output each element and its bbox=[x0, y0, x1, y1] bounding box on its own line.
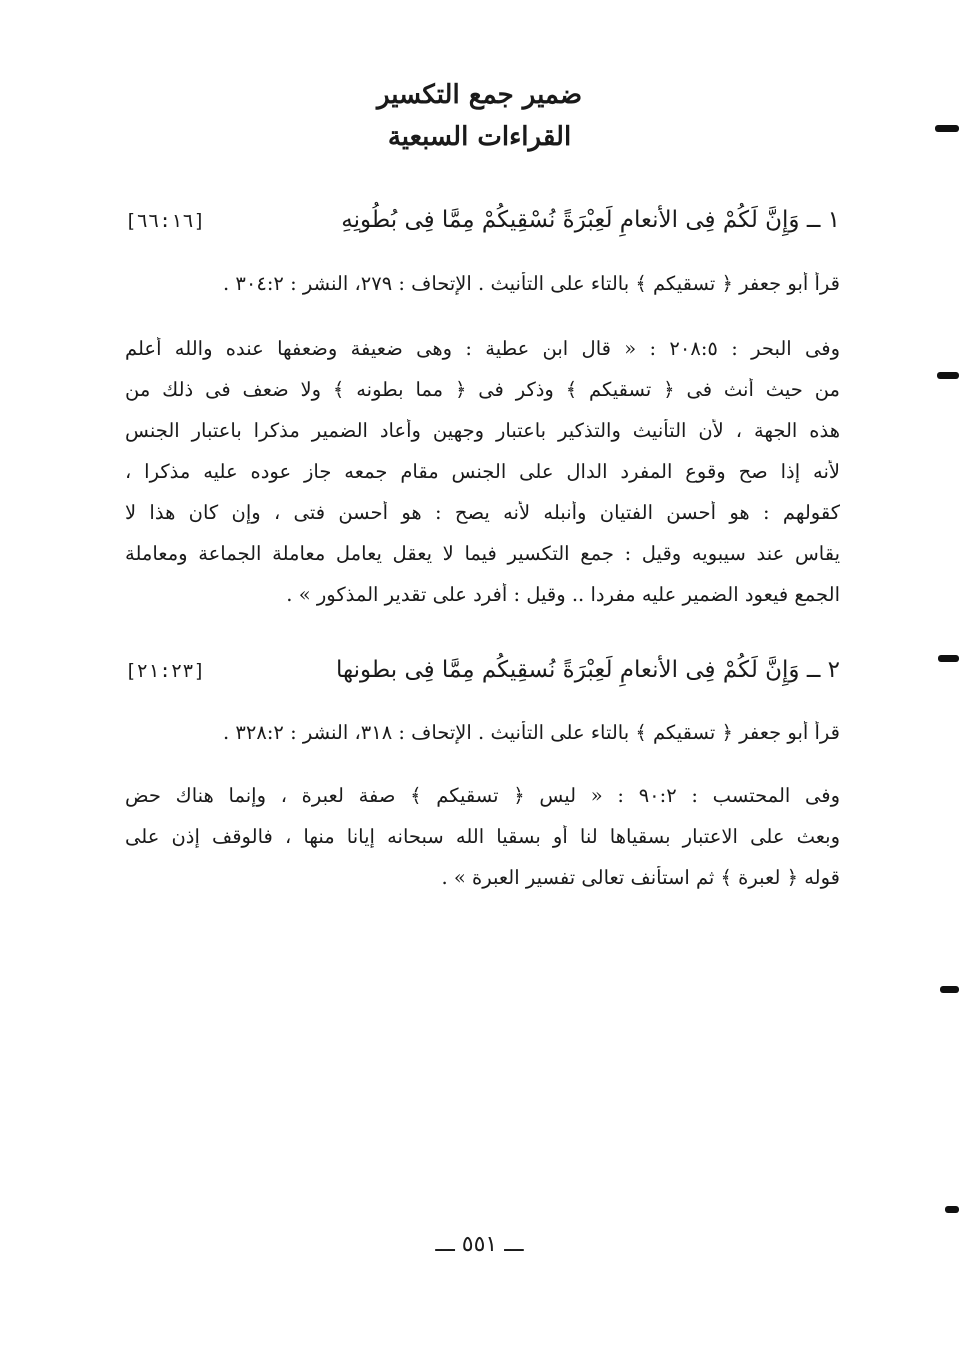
scan-mark bbox=[937, 372, 959, 379]
reading-1: قرأ أبو جعفر ﴿ تسقيكم ﴾ بالتاء على التأنيث . الإتحاف : ٢٧٩، النشر : ٣٠٤:٢ . bbox=[223, 272, 840, 295]
commentary-1-line: كقولهم : هو أحسن الفتيان وأنبله لأنه يصح : هو أحسن فتى ، وإن كان هذا لا bbox=[125, 501, 840, 524]
commentary-2-line: وبعث على الاعتبار بسقياها لنا أو بسقيا الله سبحانه إيانا منها ، فالوقف إذن على bbox=[125, 825, 840, 848]
page-title: ضمير جمع التكسير bbox=[376, 80, 583, 110]
scan-mark bbox=[935, 125, 959, 132]
commentary-1-line: يقاس عند سيبويه وقيل : جمع التكسير فيما لا يعقل يعامل معاملة الجماعة ومعاملة bbox=[125, 542, 840, 565]
commentary-1-line: الجمع فيعود الضمير عليه مفردا .. وقيل : أفرد على تقدير المذكور » . bbox=[286, 583, 840, 606]
commentary-2-line: قوله ﴿ لعبرة ﴾ ثم استأنف تعالى تفسير العبرة » . bbox=[441, 866, 840, 889]
commentary-1-line: هذه الجهة ، لأن التأنيث والتذكير باعتبار وجهين وأعاد الضمير مذكرا باعتبار الجنس bbox=[125, 419, 840, 442]
commentary-2-line: وفى المحتسب : ٩٠:٢ : « ليس ﴿ تسقيكم ﴾ صفة لعبرة ، وإنما هناك حض bbox=[125, 784, 840, 807]
verse-1 bbox=[125, 207, 840, 233]
verse-1-text: ١ ــ وَإِنَّ لَكُمْ فِى الأنعامِ لَعِبْرَةً نُسْقِيكُمْ مِمَّا فِى بُطُونِهِ bbox=[341, 207, 840, 233]
commentary-1-line: وفى البحر : ٢٠٨:٥ : « قال ابن عطية : وهى ضعيفة وضعفها عنده والله أعلم bbox=[125, 337, 840, 360]
verse-2 bbox=[125, 657, 840, 683]
commentary-1-line: لأنه إذا صح وقوع المفرد الدال على الجنس مقام جمعه جاز عوده عليه مذكرا ، bbox=[125, 460, 840, 483]
verse-2-text: ٢ ــ وَإِنَّ لَكُمْ فِى الأنعامِ لَعِبْرَةً نُسقِيكُم مِمَّا فِى بطونها bbox=[335, 657, 840, 683]
verse-2-reference: [٢١:٢٣] bbox=[125, 660, 206, 682]
scan-mark bbox=[945, 1206, 959, 1213]
scan-mark bbox=[940, 986, 959, 993]
page-number: ـــ ٥٥١ ـــ bbox=[435, 1232, 524, 1257]
reading-2: قرأ أبو جعفر ﴿ تسقيكم ﴾ بالتاء على التأنيث . الإتحاف : ٣١٨، النشر : ٣٢٨:٢ . bbox=[223, 721, 840, 744]
scan-mark bbox=[938, 655, 959, 662]
verse-1-reference: [٦٦:١٦] bbox=[125, 210, 206, 232]
commentary-1-line: من حيث أنث فى ﴿ تسقيكم ﴾ وذكر فى ﴿ مما بطونه ﴾ ولا ضعف فى ذلك من bbox=[125, 378, 840, 401]
page-subtitle: القراءات السبعية bbox=[387, 122, 572, 152]
